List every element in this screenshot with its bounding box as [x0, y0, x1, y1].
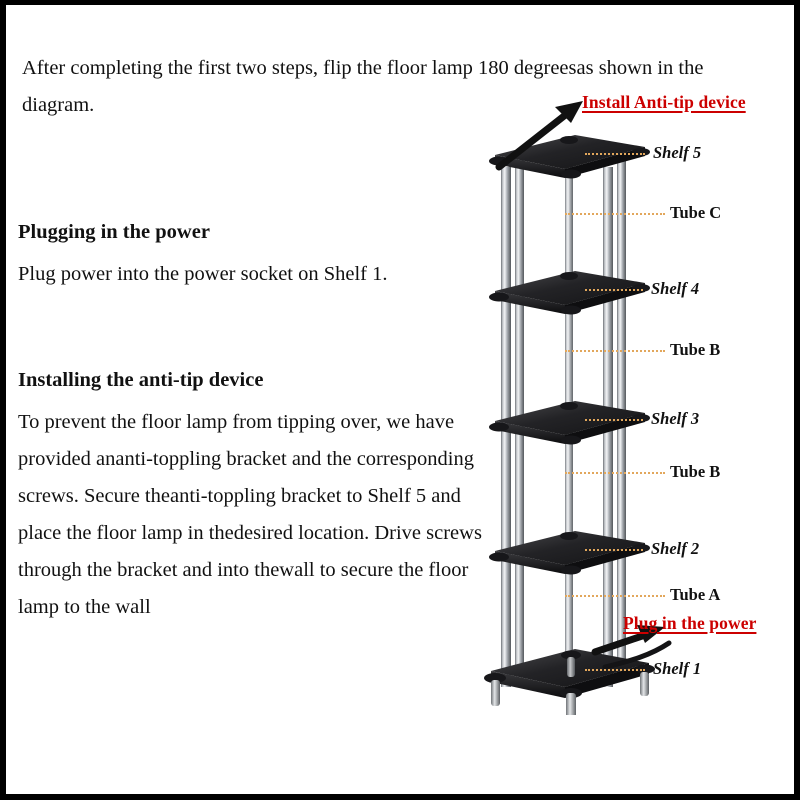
page-frame-bottom — [0, 794, 800, 800]
section-heading-installing-the-anti-tip-device: Installing the anti-tip device — [18, 369, 264, 391]
intro-paragraph: After completing the first two steps, flip the floor lamp 180 degreesas shown in the diagram. — [22, 57, 704, 116]
section-body-installing-the-anti-tip-device: To prevent the floor lamp from tipping over, we have provided ananti-toppling bracket and the corresponding screws. Secure theanti-toppling bracket to Shelf 5 and place the floor lamp in thedesired location. Drive screws through the bracket and into thewall to secure the floor lamp to the wall — [18, 411, 482, 618]
leader-line-tube-c — [565, 213, 665, 215]
floor-lamp-diagram — [455, 92, 800, 715]
leader-line-tube-b-lower — [565, 472, 665, 474]
callout-tube-a: Tube A — [670, 585, 721, 604]
callout-tube-b-lower: Tube B — [670, 462, 721, 481]
annotation-plug-in-the-power: Plug in the power — [623, 613, 757, 633]
leader-line-shelf-2 — [585, 549, 643, 551]
leader-line-shelf-3 — [585, 419, 643, 421]
callout-shelf-2: Shelf 2 — [651, 539, 700, 558]
callout-shelf-3: Shelf 3 — [651, 409, 700, 428]
leader-line-tube-a — [565, 595, 665, 597]
callout-shelf-5: Shelf 5 — [653, 143, 702, 162]
section-body-plugging-in-the-power: Plug power into the power socket on Shelf 1. — [18, 263, 388, 285]
page-frame-top — [0, 0, 800, 5]
leader-line-shelf-1 — [585, 669, 645, 671]
callout-tube-c: Tube C — [670, 203, 722, 222]
page-frame-left — [0, 0, 6, 800]
annotation-install-anti-tip-device: Install Anti-tip device — [582, 92, 746, 112]
leader-line-shelf-4 — [585, 289, 643, 291]
callout-shelf-4: Shelf 4 — [651, 279, 700, 298]
section-heading-plugging-in-the-power: Plugging in the power — [18, 221, 210, 243]
leader-line-shelf-5 — [585, 153, 645, 155]
callout-shelf-1: Shelf 1 — [653, 659, 702, 678]
callout-tube-b-upper: Tube B — [670, 340, 721, 359]
leader-line-tube-b-upper — [565, 350, 665, 352]
